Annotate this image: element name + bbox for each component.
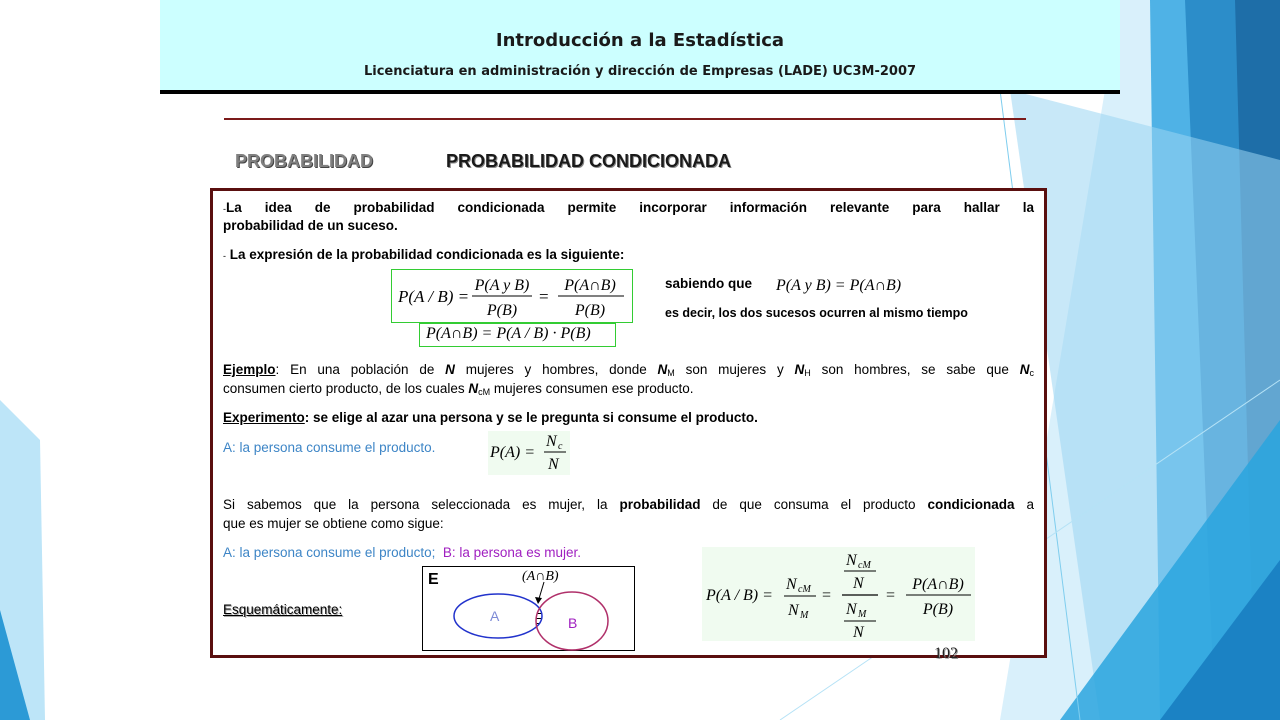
pa-lhs: P(A) = — [490, 444, 535, 461]
cond-frac3-num: P(A∩B) — [912, 576, 964, 593]
events-ab: A: la persona consume el producto; B: la persona es mujer. — [223, 545, 581, 560]
page-number: 102 — [934, 645, 958, 662]
formula-conditional-example — [702, 547, 975, 641]
venn-intersection-label: (A∩B) — [522, 569, 559, 584]
cond-frac2-num-sub: cM — [858, 560, 871, 571]
cond-frac2-den-sub: M — [858, 609, 867, 620]
course-subtitle: Licenciatura en administración y dirección de Empresas (LADE) UC3M-2007 — [363, 64, 917, 79]
formula-definition — [391, 269, 633, 323]
bullet-2: - La expresión de la probabilidad condicionada es la siguiente: — [223, 247, 625, 262]
sabiendo-que: sabiendo que — [665, 276, 753, 291]
cond-frac1-den: N — [788, 602, 799, 619]
cond-frac2-den: N — [846, 601, 857, 618]
cond-frac1-num-sub: cM — [798, 584, 811, 595]
ejemplo-line-2: consumen cierto producto, de los cuales $N_{cM}$ mujeres consumen ese producto. — [223, 381, 694, 397]
si-sabemos-line-2: que es mujer se obtiene como sigue: — [223, 516, 444, 531]
formula-frac1-den: P(B) — [486, 302, 518, 319]
course-title: Introducción a la Estadística — [495, 30, 785, 51]
formula-sabiendo: P(A y B) = P(A∩B) — [776, 277, 902, 294]
ejemplo-line-1: Ejemplo: En una población de N mujeres y hombres, donde $N_M$ son mujeres y $N_H$ son hombres, se sabe que $N_c$ — [223, 362, 1034, 378]
venn-set-b-label: B — [568, 615, 578, 631]
formula-frac2-num: P(A∩B) — [564, 277, 616, 294]
cond-frac2-num-den: N — [853, 575, 864, 592]
pa-num-sub: c — [558, 441, 563, 452]
event-a-definition: A: la persona consume el producto. — [223, 440, 436, 455]
cond-eq2: = — [886, 587, 896, 604]
cond-eq1: = — [822, 587, 832, 604]
formula-frac2-den: P(B) — [574, 302, 606, 319]
venn-diagram — [422, 566, 635, 651]
product-rule-text: P(A∩B) = P(A / B) · P(B) — [426, 325, 591, 342]
bullet-dash: - — [223, 204, 226, 214]
formula-lhs: P(A / B) = — [398, 287, 470, 306]
venn-set-a-label: A — [490, 608, 500, 624]
formula-eq: = — [539, 287, 549, 306]
pa-num: N — [546, 433, 557, 450]
es-decir-note: es decir, los dos sucesos ocurren al mismo tiempo — [665, 306, 968, 320]
slide-header — [160, 0, 1120, 94]
formula-pa — [488, 431, 570, 475]
formula-frac1-num: P(A y B) — [474, 277, 530, 294]
content-box — [210, 188, 1047, 658]
cond-frac3-den: P(B) — [922, 601, 954, 618]
cond-lhs: P(A / B) = — [706, 587, 773, 604]
cond-frac2-num: N — [846, 552, 857, 569]
section-title: PROBABILIDAD — [235, 151, 373, 171]
bullet-1: -La idea de probabilidad condicionada permite incorporar información relevante para hallar la — [223, 200, 1034, 215]
bullet-1-cont: probabilidad de un suceso. — [223, 218, 398, 233]
cond-frac2-den-den: N — [853, 624, 864, 641]
divider-line — [224, 118, 1026, 120]
si-sabemos-line-1: Si sabemos que la persona seleccionada es mujer, la probabilidad de que consuma el producto condicionada a — [223, 497, 1034, 512]
venn-universe-label: E — [428, 571, 439, 588]
pa-den: N — [548, 456, 559, 473]
formula-product-rule — [419, 323, 616, 347]
cond-frac1-den-sub: M — [800, 610, 809, 621]
experimento: Experimento: se elige al azar una persona y se le pregunta si consume el producto. — [223, 410, 758, 425]
cond-frac1-num: N — [786, 576, 797, 593]
esquematicamente-label: Esquemáticamente: — [223, 602, 343, 617]
section-subtitle: PROBABILIDAD CONDICIONADA — [446, 151, 731, 171]
